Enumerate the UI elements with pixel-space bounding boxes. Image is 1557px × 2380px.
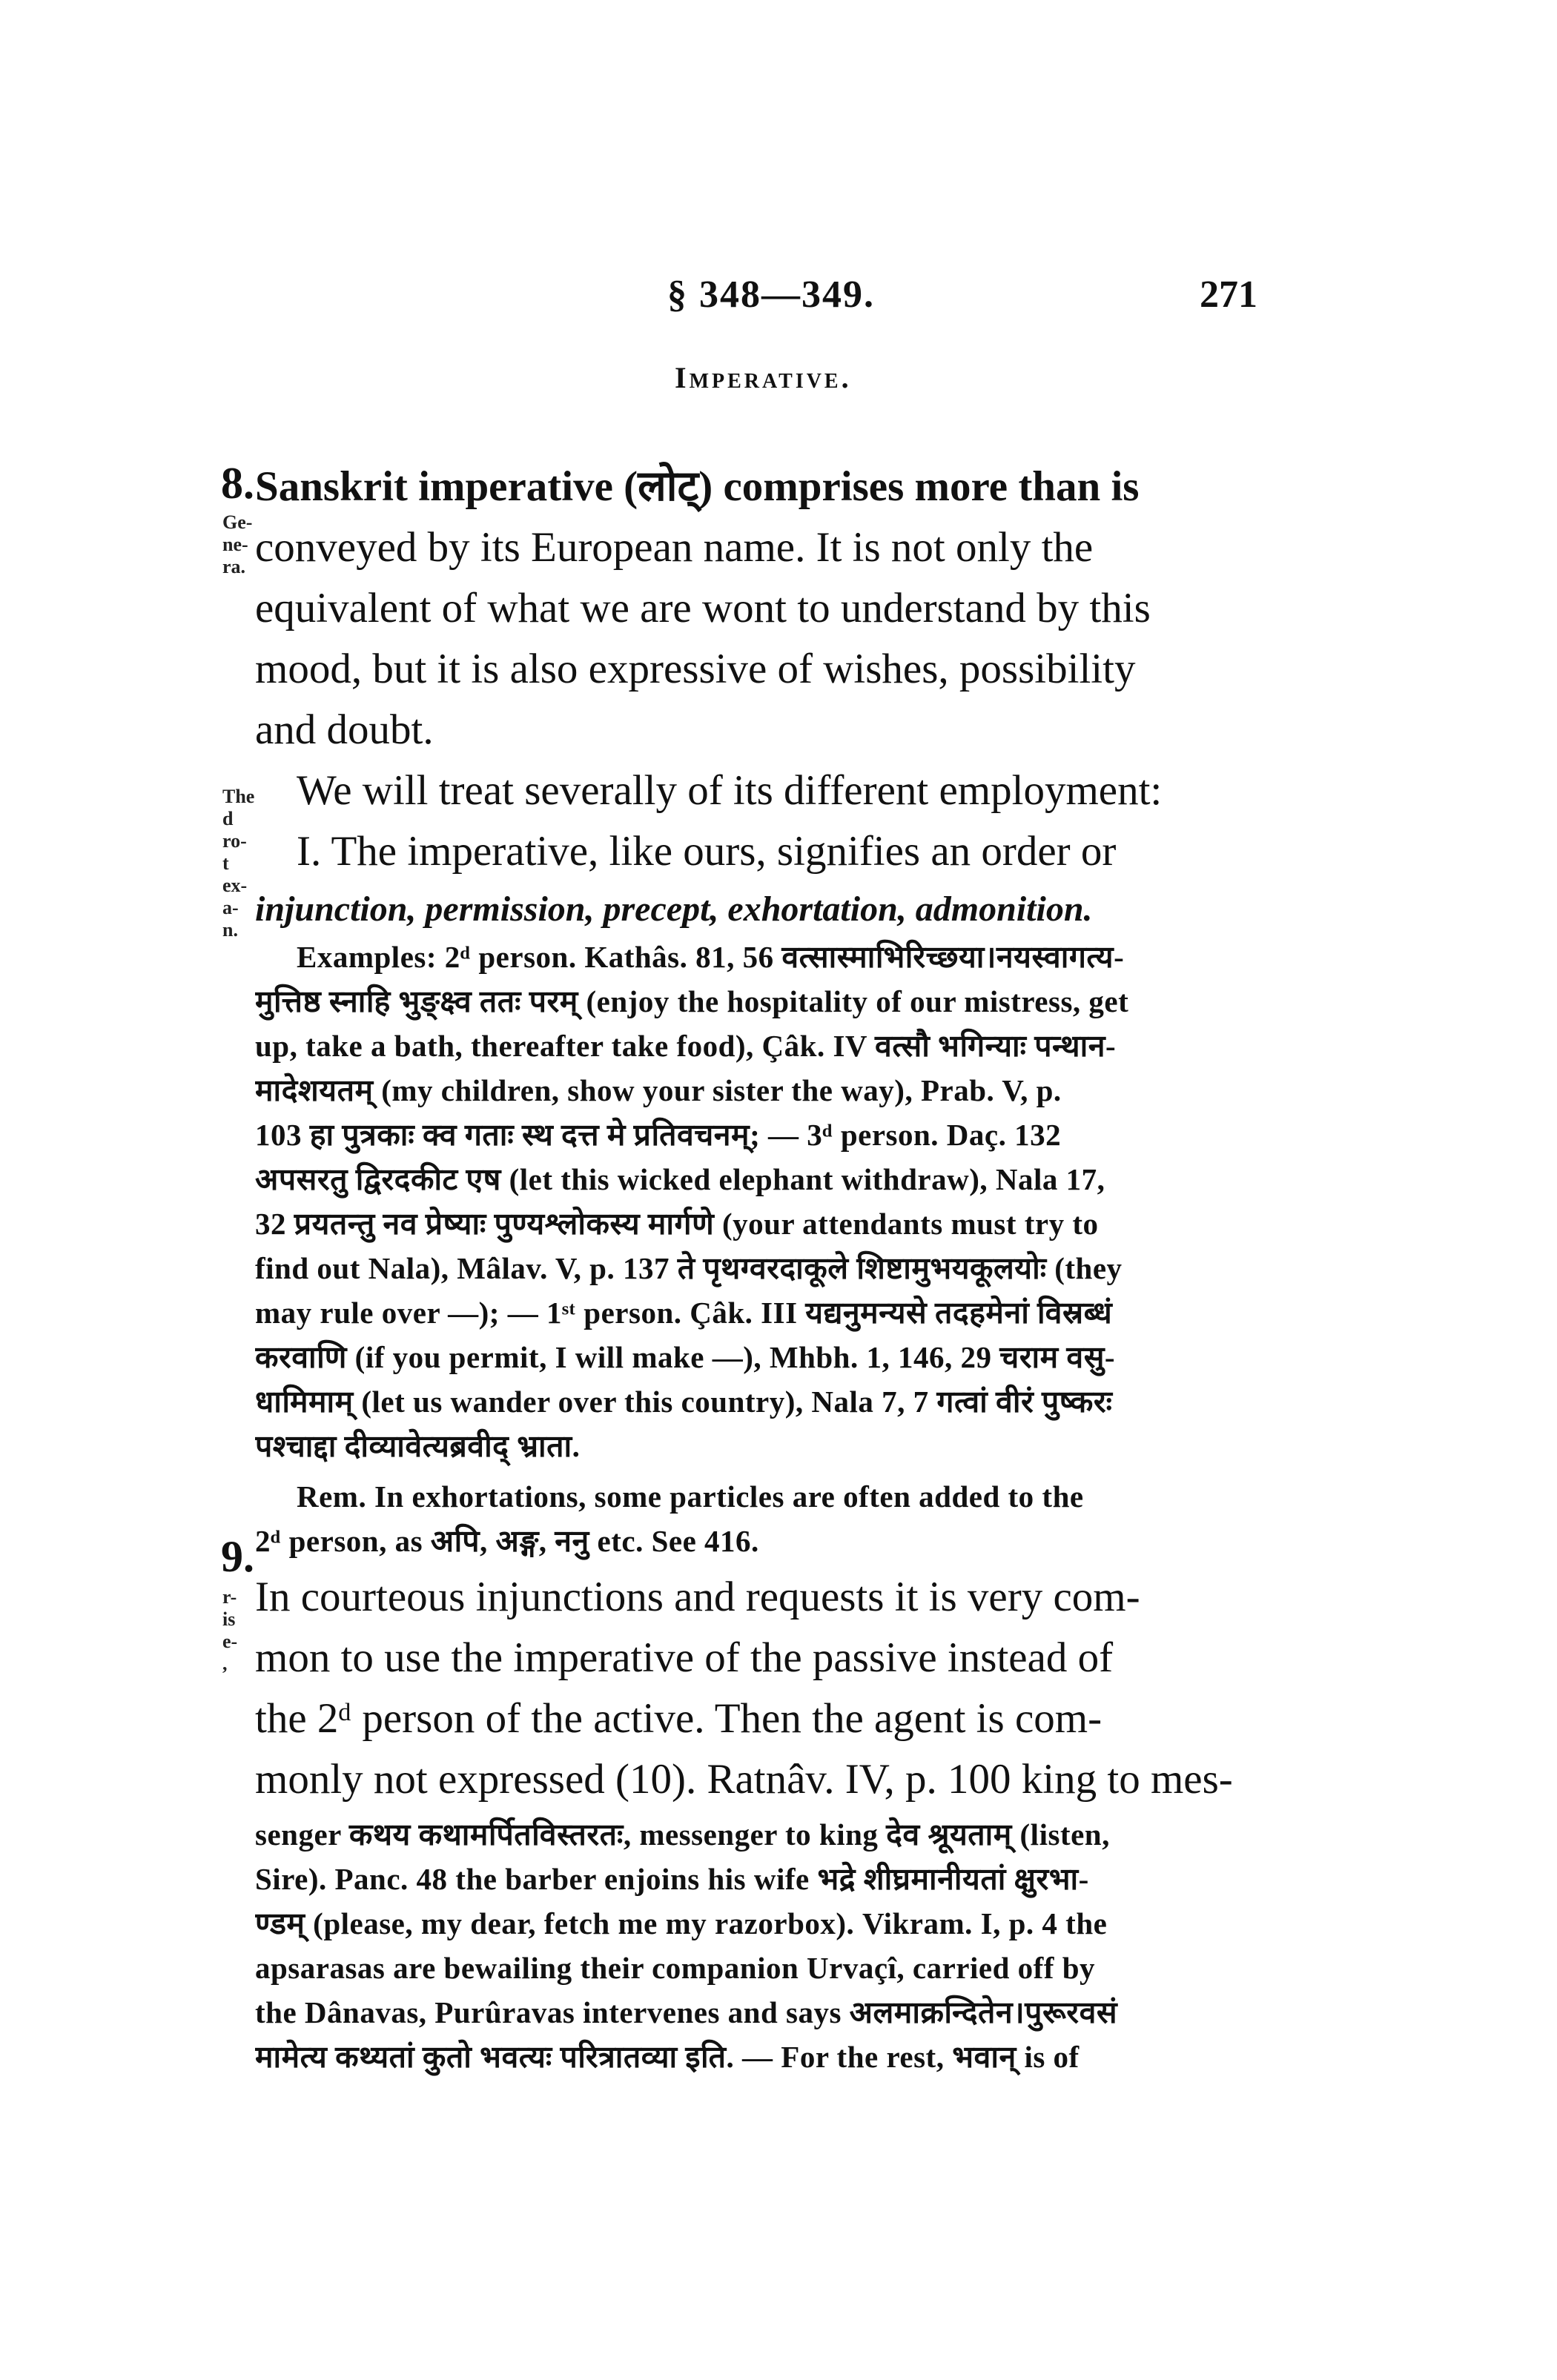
paragraph-number-348: 8. [221, 459, 254, 508]
text-line: injunction, permission, precept, exhortation, admonition. [255, 889, 1093, 929]
text-line: धामिमाम् (let us wander over this country), Nala 7, 7 गत्वां वीरं पुष्करः [255, 1385, 1113, 1419]
paragraph-number-349: 9. [221, 1532, 254, 1581]
text-line: monly not expressed (10). Ratnâv. IV, p. 100 king to mes- [255, 1756, 1233, 1803]
text-line: मामेत्य कथ्यतां कुतो भवत्यः परित्रातव्या इति. — For the rest, भवान् is of [255, 2040, 1080, 2074]
text-line: Examples: 2ᵈ person. Kathâs. 81, 56 वत्सास्माभिरिच्छया।नयस्वागत्य- [297, 940, 1125, 974]
text-line: up, take a bath, thereafter take food), Çâk. IV वत्सौ भगिन्याः पन्थान- [255, 1029, 1117, 1063]
text-line: equivalent of what we are wont to understand by this [255, 585, 1151, 632]
margin-note: Ge- ne- ra. [222, 511, 253, 577]
text-line: ण्डम् (please, my dear, fetch me my razorbox). Vikram. I, p. 4 the [255, 1906, 1108, 1940]
text-line: mon to use the imperative of the passive instead of [255, 1634, 1114, 1681]
text-line: Sire). Panc. 48 the barber enjoins his wife भद्रे शीघ्रमानीयतां क्षुरभा- [255, 1862, 1089, 1896]
margin-note: The d ro- t ex- a- n. [222, 786, 255, 941]
running-head [0, 273, 1557, 332]
text-line: the 2ᵈ person of the active. Then the agent is com- [255, 1695, 1103, 1742]
section-heading: Imperative. [675, 361, 852, 394]
section-range: § 348—349. [667, 274, 875, 316]
text-line: In courteous injunctions and requests it is very com- [255, 1574, 1140, 1620]
text-line: पश्चाद्दा दीव्यावेत्यब्रवीद् भ्राता. [255, 1429, 581, 1463]
text-line: We will treat severally of its different employment: [297, 767, 1163, 814]
margin-note: r- is e- , [222, 1586, 238, 1674]
text-line: and doubt. [255, 706, 434, 753]
text-line: may rule over —); — 1ˢᵗ person. Çâk. III यद्यनुमन्यसे तदहमेनां विस्रब्धं [255, 1296, 1113, 1330]
text-line: Rem. In exhortations, some particles are often added to the [297, 1479, 1084, 1514]
text-line: 103 हा पुत्रकाः क्व गताः स्थ दत्त मे प्रतिवचनम्; — 3ᵈ person. Daç. 132 [255, 1118, 1062, 1152]
text-line: senger कथय कथामर्पितविस्तरतः, messenger to king देव श्रूयताम् (listen, [255, 1817, 1110, 1852]
text-line: find out Nala), Mâlav. V, p. 137 ते पृथग्वरदाकूले शिष्टामुभयकूलयोः (they [255, 1251, 1123, 1285]
text-line: conveyed by its European name. It is not only the [255, 524, 1094, 571]
text-line: the Dânavas, Purûravas intervenes and says अलमाक्रन्दितेन।पुरूरवसं [255, 1995, 1118, 2029]
text-line: मुत्तिष्ठ स्नाहि भुङ्क्ष्व ततः परम् (enjoy the hospitality of our mistress, get [255, 984, 1129, 1018]
text-line: करवाणि (if you permit, I will make —), Mhbh. 1, 146, 29 चराम वसु- [255, 1340, 1116, 1374]
text-line: Sanskrit imperative (लोट्) comprises more than is [255, 463, 1140, 510]
page-number: 271 [1200, 274, 1257, 316]
text-line: mood, but it is also expressive of wishes, possibility [255, 646, 1136, 692]
text-line: 2ᵈ person, as अपि, अङ्ग, ननु etc. See 416. [255, 1524, 759, 1558]
text-line: अपसरतु द्विरदकीट एष (let this wicked elephant withdraw), Nala 17, [255, 1162, 1105, 1196]
text-line: I. The imperative, like ours, signifies an order or [297, 828, 1117, 875]
text-line: apsarasas are bewailing their companion Urvaçî, carried off by [255, 1951, 1095, 1985]
text-line: 32 प्रयतन्तु नव प्रेष्याः पुण्यश्लोकस्य मार्गणे (your attendants must try to [255, 1207, 1099, 1241]
text-line: मादेशयतम् (my children, show your sister the way), Prab. V, p. [255, 1073, 1062, 1107]
